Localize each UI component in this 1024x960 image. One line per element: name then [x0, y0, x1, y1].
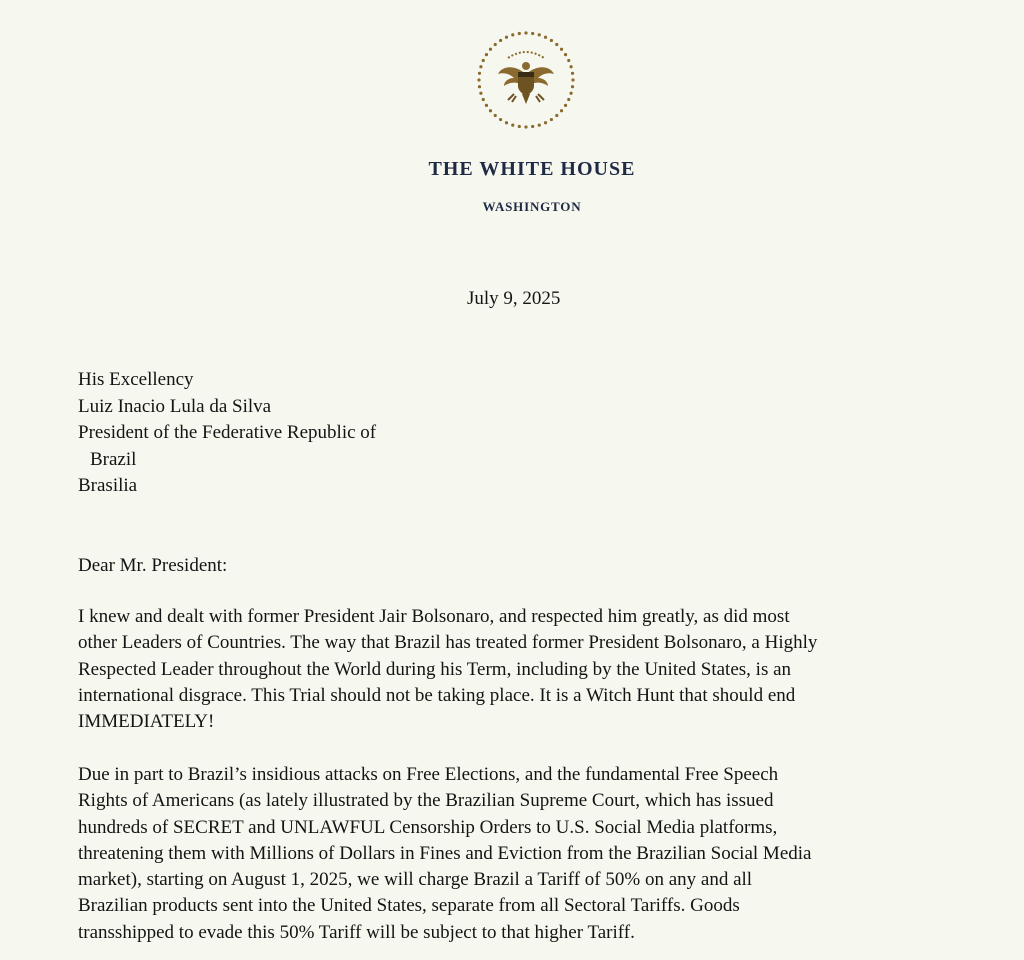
address-line: President of the Federative Republic of [78, 422, 377, 443]
seal-dot [569, 92, 572, 95]
seal-dot [511, 123, 514, 126]
seal-dot [564, 53, 567, 56]
seal-dot [494, 43, 497, 46]
address-line: His Excellency [78, 369, 194, 390]
address-line: Brasilia [78, 475, 138, 496]
address-line: Brazil [90, 448, 137, 470]
seal-dot [550, 39, 553, 42]
body-paragraph-2 [78, 762, 978, 946]
seal-dot [560, 109, 563, 112]
seal-dot [505, 36, 508, 39]
seal-dot [478, 72, 481, 75]
address-line: Luiz Inacio Lula da Silva [78, 395, 272, 417]
paragraph-line: threatening them with Millions of Dollars in Fines and Eviction from the Brazilian Social Media [78, 842, 812, 864]
seal-dot [482, 59, 485, 62]
seal-dot [524, 125, 527, 128]
presidential-seal-icon [474, 28, 578, 132]
seal-dot [489, 48, 492, 51]
letter-date: July 9, 2025 [467, 288, 561, 309]
seal-dot [499, 118, 502, 121]
seal-dot [567, 59, 570, 62]
seal-dot [550, 118, 553, 121]
seal-dot [518, 125, 521, 128]
seal-dot [478, 85, 481, 88]
seal-dot [538, 123, 541, 126]
paragraph-line: Rights of Americans (as lately illustrated by the Brazilian Supreme Court, which has issued [78, 790, 774, 812]
seal-dot [544, 121, 547, 124]
paragraph-line: Respected Leader throughout the World during his Term, including by the United States, is an [78, 658, 792, 680]
seal-dot [571, 78, 574, 81]
paragraph-line: hundreds of SECRET and UNLAWFUL Censorship Orders to U.S. Social Media platforms, [78, 816, 778, 838]
paragraph-line: market), starting on August 1, 2025, we will charge Brazil a Tariff of 50% on any and all [78, 869, 753, 891]
seal-dot [569, 65, 572, 68]
seal-dot [505, 121, 508, 124]
seal-dot [518, 32, 521, 35]
paragraph-line: other Leaders of Countries. The way that Brazil has treated former President Bolsonaro, a Highly [78, 632, 818, 654]
seal-dot [555, 114, 558, 117]
seal-dot [479, 65, 482, 68]
seal-dot [477, 78, 480, 81]
recipient-address [78, 367, 376, 500]
seal-dot [485, 104, 488, 107]
salutation: Dear Mr. President: [78, 555, 228, 576]
letterhead-location: WASHINGTON [482, 199, 582, 214]
seal-dot [479, 92, 482, 95]
seal-dot [567, 98, 570, 101]
seal-dot [538, 33, 541, 36]
letterhead-title: THE WHITE HOUSE [428, 158, 636, 180]
seal-dot [482, 98, 485, 101]
paragraph-line: I knew and dealt with former President Jair Bolsonaro, and respected him greatly, as did most [78, 606, 790, 627]
seal-dot [531, 32, 534, 35]
seal-dot [489, 109, 492, 112]
seal-dot [485, 53, 488, 56]
seal-dot [571, 72, 574, 75]
seal-dot [499, 39, 502, 42]
seal-dot [524, 31, 527, 34]
paragraph-line: IMMEDIATELY! [78, 711, 215, 733]
seal-dot [511, 33, 514, 36]
paragraph-line: Due in part to Brazil’s insidious attacks on Free Elections, and the fundamental Free Speech [78, 764, 779, 785]
seal-dot [544, 36, 547, 39]
paragraph-line: international disgrace. This Trial should not be taking place. It is a Witch Hunt that should end [78, 684, 796, 706]
seal-dot [555, 43, 558, 46]
seal-dot [560, 48, 563, 51]
paragraph-line: transshipped to evade this 50% Tariff will be subject to that higher Tariff. [78, 921, 635, 943]
body-paragraph-1 [78, 604, 978, 735]
paragraph-line: Brazilian products sent into the United States, separate from all Sectoral Tariffs. Goods [78, 895, 740, 917]
seal-dot [494, 114, 497, 117]
seal-dot [564, 104, 567, 107]
seal-dot [531, 125, 534, 128]
seal-dot [571, 85, 574, 88]
